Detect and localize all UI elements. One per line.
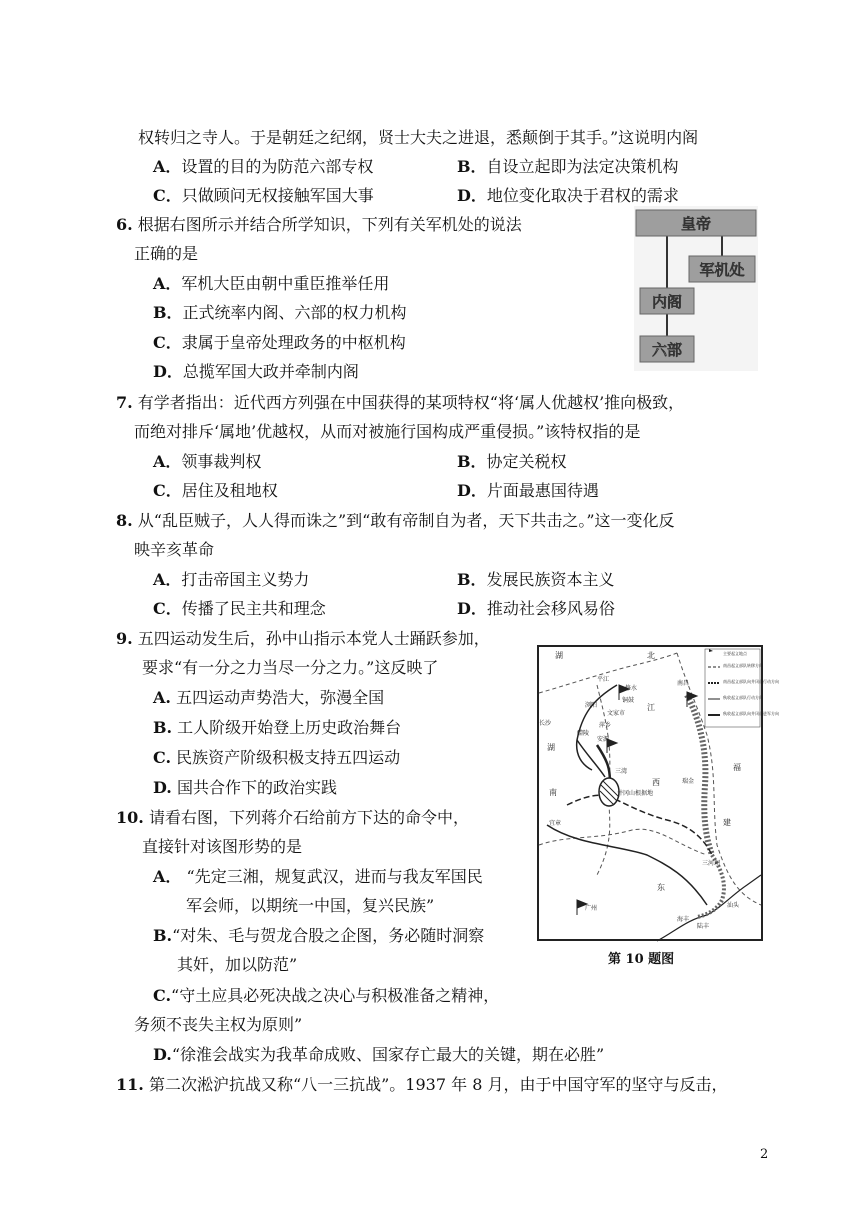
q10-stem-line2: 直接针对该图形势的是 bbox=[142, 837, 303, 856]
q7-option-a[interactable]: A．领事裁判权 bbox=[153, 452, 262, 471]
q9-stem-line1: 9. 五四运动发生后，孙中山指示本党人士踊跃参加， bbox=[116, 629, 490, 648]
emperor-label: 皇帝 bbox=[680, 215, 712, 233]
q9-option-b[interactable]: B. 工人阶级开始登上历史政治舞台 bbox=[153, 718, 402, 737]
map-place: 铜鼓 bbox=[622, 697, 635, 704]
q6-option-d[interactable]: D．总揽军国大政并牵制内阁 bbox=[153, 362, 359, 381]
map-place: 三河坝 bbox=[702, 860, 721, 867]
q11-stem-line1: 11. 第二次淞沪抗战又称“八一三抗战”。1937 年 8 月，由于中国守军的坚守与反击， bbox=[116, 1075, 728, 1094]
q6-option-c[interactable]: C．隶属于皇帝处理政务的中枢机构 bbox=[153, 333, 406, 352]
q5-text-end: 权转归之寺人。于是朝廷之纪纲，贤士大夫之进退，悉颠倒于其手。”这说明内阁 bbox=[138, 128, 699, 147]
q10-stem-line1: 10. 请看右图，下列蒋介石给前方下达的命令中， bbox=[116, 808, 469, 827]
map-region-nan: 南 bbox=[549, 788, 557, 797]
q10-option-d[interactable]: D.“徐淮会战实为我革命成败、国家存亡最大的关键，期在必胜” bbox=[153, 1045, 605, 1064]
q10-option-b[interactable]: B.“对朱、毛与贺龙合股之企图，务必随时洞察 bbox=[153, 926, 485, 945]
junjichu-label: 军机处 bbox=[699, 261, 745, 279]
q6-stem-line2: 正确的是 bbox=[134, 244, 199, 263]
map-place: 修水 bbox=[625, 685, 638, 692]
map-region-xi: 西 bbox=[652, 778, 660, 787]
q7-option-c[interactable]: C．居住及租地权 bbox=[153, 481, 278, 500]
q8-option-a[interactable]: A．打击帝国主义势力 bbox=[153, 570, 310, 589]
q6-stem-line1: 6. 根据右图所示并结合所学知识，下列有关军机处的说法 bbox=[116, 215, 522, 234]
map-place: 海丰 bbox=[677, 916, 690, 923]
q10-option-c-cont: 务须不丧失主权为原则” bbox=[134, 1015, 303, 1034]
q8-option-d[interactable]: D．推动社会移风易俗 bbox=[457, 599, 615, 618]
map-place: 瑞金 bbox=[682, 778, 695, 785]
map-place: 三湾 bbox=[615, 768, 628, 775]
map-region-fu: 福 bbox=[733, 763, 741, 772]
q9-option-a[interactable]: A. 五四运动声势浩大，弥漫全国 bbox=[153, 688, 385, 707]
map-place: 安源 bbox=[597, 736, 610, 743]
q10-option-b-cont: 其奸，加以防范” bbox=[177, 955, 298, 974]
q6-hierarchy-diagram bbox=[634, 206, 758, 371]
map-region-jiang: 江 bbox=[647, 703, 655, 712]
q8-option-c[interactable]: C．传播了民主共和理念 bbox=[153, 599, 326, 618]
map-place: 文家市 bbox=[607, 710, 626, 717]
map-place: 南昌 bbox=[677, 680, 690, 687]
q8-option-b[interactable]: B．发展民族资本主义 bbox=[457, 570, 615, 589]
q8-stem-line2: 映辛亥革命 bbox=[134, 540, 215, 559]
q7-option-d[interactable]: D．片面最惠国待遇 bbox=[457, 481, 599, 500]
map-place: 长沙 bbox=[539, 720, 552, 727]
map-legend-item: 秋收起义部队行动方向 bbox=[723, 695, 763, 700]
map-legend-item: 主要起义地点 bbox=[723, 651, 747, 656]
q6-option-a[interactable]: A．军机大臣由朝中重臣推举任用 bbox=[153, 274, 390, 293]
q5-option-a[interactable]: A．设置的目的为防范六部专权 bbox=[153, 157, 374, 176]
map-place: 陆丰 bbox=[697, 923, 710, 930]
map-region-hu-n: 湖 bbox=[555, 651, 563, 660]
map-place: 汕头 bbox=[727, 902, 740, 909]
q5-option-d[interactable]: D．地位变化取决于君权的需求 bbox=[457, 186, 679, 205]
q10-option-a[interactable]: A． “先定三湘，规复武汉，进而与我友军国民 bbox=[153, 867, 483, 886]
map-legend bbox=[705, 649, 779, 727]
q10-option-c[interactable]: C.“守土应具必死决战之决心与积极准备之精神， bbox=[153, 986, 500, 1005]
q7-stem-line1: 7. 有学者指出：近代西方列强在中国获得的某项特权“将‘属人优越权’推向极致， bbox=[116, 393, 685, 412]
map-region-jian: 建 bbox=[723, 818, 731, 827]
map-region-dong: 东 bbox=[657, 883, 665, 892]
q9-stem-line2: 要求“有一分之力当尽一分之力。”这反映了 bbox=[142, 658, 439, 677]
map-legend-item: 秋收起义部队向井冈山进军方向 bbox=[723, 711, 779, 716]
q10-map-caption: 第 10 题图 bbox=[608, 952, 675, 967]
q5-option-b[interactable]: B．自设立起即为法定决策机构 bbox=[457, 157, 679, 176]
q6-option-b[interactable]: B．正式统率内阁、六部的权力机构 bbox=[153, 303, 407, 322]
liubu-label: 六部 bbox=[651, 341, 683, 359]
map-place: 浏阳 bbox=[585, 702, 598, 709]
map-place: 井冈山根据地 bbox=[617, 790, 654, 797]
map-region-bei: 北 bbox=[647, 651, 655, 660]
q7-stem-line2: 而绝对排斥‘属地’优越权，从而对被施行国构成严重侵损。”该特权指的是 bbox=[134, 422, 641, 441]
q8-stem-line1: 8. 从“乱臣贼子，人人得而诛之”到“敢有帝制自为者，天下共击之。”这一变化反 bbox=[116, 511, 675, 530]
map-place: 醴陵 bbox=[577, 730, 590, 737]
map-place: 宜章 bbox=[549, 820, 562, 827]
map-place: 萍乡 bbox=[599, 722, 612, 729]
map-region-hu-s: 湖 bbox=[547, 743, 555, 752]
q10-map bbox=[537, 645, 779, 941]
map-place: 平江 bbox=[597, 676, 610, 683]
q10-option-a-cont: 军会师，以期统一中国，复兴民族” bbox=[186, 896, 435, 915]
map-place: 广州 bbox=[585, 905, 598, 912]
map-legend-item: 南昌起义部队转移方向 bbox=[723, 663, 763, 668]
neige-label: 内阁 bbox=[651, 293, 683, 311]
q9-option-c[interactable]: C. 民族资产阶级积极支持五四运动 bbox=[153, 748, 401, 767]
page-number: 2 bbox=[760, 1147, 769, 1162]
q9-option-d[interactable]: D. 国共合作下的政治实践 bbox=[153, 778, 337, 797]
map-legend-item: 南昌起义部队向井冈山行动方向 bbox=[723, 679, 779, 684]
q5-option-c[interactable]: C．只做顾问无权接触军国大事 bbox=[153, 186, 374, 205]
q7-option-b[interactable]: B．协定关税权 bbox=[457, 452, 567, 471]
